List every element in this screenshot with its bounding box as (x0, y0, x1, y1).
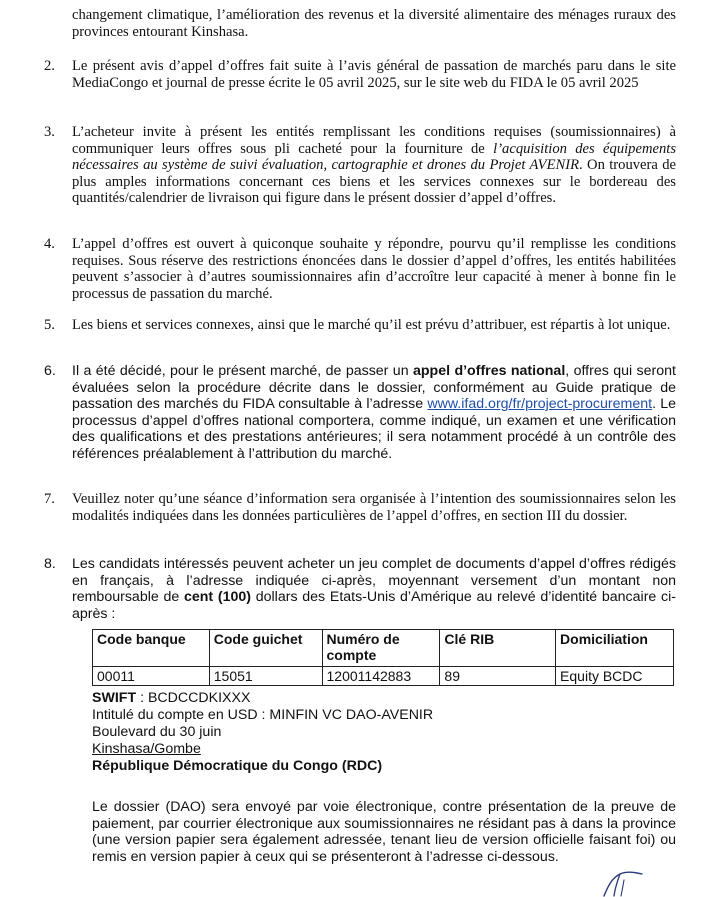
table-row (93, 667, 674, 686)
ifad-procurement-link[interactable]: www.ifad.org/fr/project-procurement (427, 396, 653, 412)
item-3-italic-subject: l’acquisition des équipements nécessaires au système de suivi évaluation, cartographie et drones du Projet AVENIR (72, 140, 677, 173)
item-8-text-start: Les candidats intéressés peuvent acheter un jeu complet de documents d’appel d’offres rédigés en français, à l’adresse indiquée ci-après, moyennant versement d’un montant non remboursable de (72, 556, 676, 605)
bank-info-block (92, 690, 682, 775)
table-cell: 89 (440, 667, 556, 686)
city-line (92, 741, 682, 758)
handwritten-initials (590, 862, 650, 897)
lead-paragraph: changement climatique, l’amélioration des revenus et la diversité alimentaire des ménages ruraux des provinces entourant Kinshasa. (72, 7, 676, 40)
item-5-text: Les biens et services connexes, ainsi que le marché qu’il est prévu d’attribuer, est répartis à lot unique. (72, 317, 671, 333)
item-3-text-start: L’acheteur invite à présent les entités remplissant les conditions requises (soumissionnaires) à communiquer leurs offres sous pli cacheté pour la fourniture de (72, 124, 676, 157)
item-6-text-end: . Le processus d’appel d’offres national comportera, comme indiqué, un examen et une vérification des qualifications et des prestations antérieures; il sera notamment procédé à un contrôle des références préalablement à l’attribution du marché. (72, 396, 676, 462)
swift-value: : BCDCCDKIXXX (136, 690, 251, 706)
bank-details-table (92, 629, 674, 686)
table-cell: 00011 (93, 667, 210, 686)
item-4-text: L’appel d’offres est ouvert à quiconque souhaite y répondre, pourvu qu’il remplisse les conditions requises. Sous réserve des restrictions énoncées dans le dossier d’appel d’offres, les entités habilitées peuvent s’associer à d’autres soumissionnaires afin d’accroître leur capacité à mener à bonne fin le processus de passation du marché. (72, 236, 676, 302)
item-number: 6. (44, 363, 56, 379)
swift-label: SWIFT (92, 690, 137, 706)
table-cell: 15051 (209, 667, 322, 686)
item-8-text (72, 556, 676, 622)
table-header-row (93, 630, 674, 667)
table-cell: Equity BCDC (556, 667, 674, 686)
table-header-cell: Domiciliation (556, 630, 674, 667)
table-header-cell: Clé RIB (440, 630, 556, 667)
item-7-text: Veuillez noter qu’une séance d’information sera organisée à l’intention des soumissionnaires selon les modalités indiquées dans les données particulières de l’appel d’offres, en section III du dossier. (72, 491, 676, 524)
item-8-bold-amount: cent (100) (183, 589, 252, 605)
table-header-cell: Numéro de compte (322, 630, 440, 667)
item-3-text (72, 124, 676, 207)
item-8-text-end: dollars des Etats-Unis d’Amérique au relevé d’identité bancaire ci-après : (72, 589, 677, 622)
item-number: 7. (44, 491, 55, 507)
item-3-text-end: . On trouvera de plus amples informations concernant ces biens et les services connexes sur le bordereau des quantités/calendrier de livraison qui figure dans le présent dossier d’appel d’offres. (72, 157, 676, 206)
item-number: 3. (44, 124, 55, 140)
item-6-text-start: Il a été décidé, pour le présent marché, de passer un (72, 363, 413, 379)
table-cell: 12001142883 (322, 667, 440, 686)
item-number: 8. (44, 556, 56, 572)
account-title-line: Intitulé du compte en USD : MINFIN VC DAO-AVENIR (92, 707, 434, 723)
street-line: Boulevard du 30 juin (92, 724, 222, 740)
item-2-text: Le présent avis d’appel d’offres fait suite à l’avis général de passation de marchés paru dans le site MediaCongo et journal de presse écrite le 05 avril 2025, sur le site web du FIDA le 05 avril 2025 (72, 58, 676, 91)
city-text: Kinshasa/Gombe (92, 741, 201, 757)
closing-paragraph: Le dossier (DAO) sera envoyé par voie électronique, contre présentation de la preuve de paiement, par courrier électronique aux soumissionnaires ne résidant pas à dans la province (une version papier sera également adressée, tenant lieu de version officielle faisant foi) ou remis en version papier à ceux qui se présenteront à l’adresse ci-dessous. (92, 799, 676, 865)
item-number: 4. (44, 236, 55, 252)
item-6-text-middle: , offres qui seront évaluées selon la procédure décrite dans le dossier, conformément au Guide pratique de passation des marchés du FIDA consultable à l’adresse (72, 363, 676, 412)
swift-line (92, 690, 682, 707)
item-number: 2. (44, 58, 55, 74)
country-line: République Démocratique du Congo (RDC) (92, 758, 383, 774)
table-header-cell: Code guichet (209, 630, 322, 667)
item-6-bold-term: appel d’offres national (413, 363, 566, 379)
table-header-cell: Code banque (93, 630, 210, 667)
item-6-text (72, 363, 676, 462)
item-number: 5. (44, 317, 55, 333)
